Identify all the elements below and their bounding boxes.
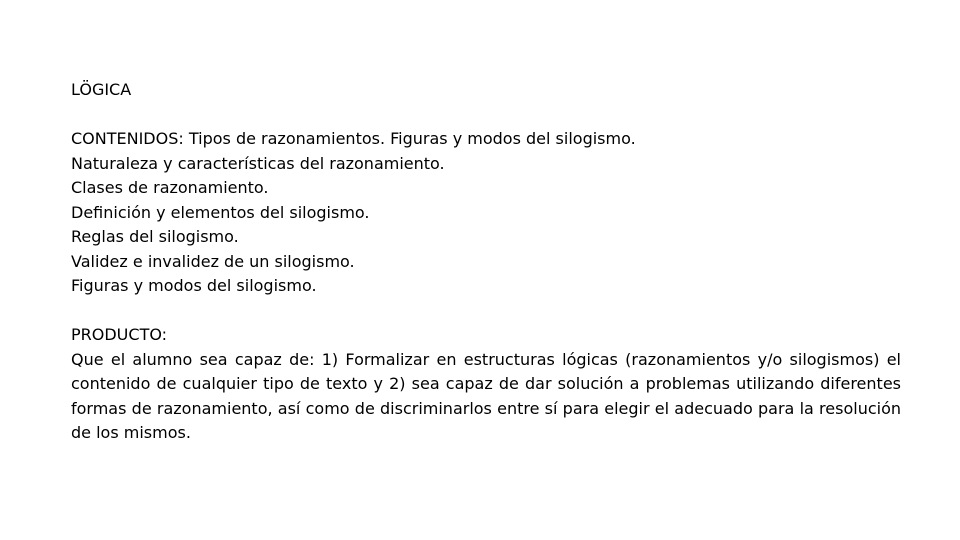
contenidos-item: Definición y elementos del silogismo. [71, 202, 370, 222]
contenidos-item: Naturaleza y características del razonamiento. [71, 153, 445, 173]
slide-title: LÖGICA [71, 80, 132, 99]
contenidos-heading: CONTENIDOS: Tipos de razonamientos. Figuras y modos del silogismo. [71, 129, 636, 148]
contenidos-item: Clases de razonamiento. [71, 178, 269, 197]
producto-paragraph: Que el alumno sea capaz de: 1) Formalizar en estructuras lógicas (razonamientos y/o silogismos) el contenido de cualquier tipo de texto y 2) sea capaz de dar solución a problemas utilizando diferentes formas de razonamiento, así como de discriminarlos entre sí para elegir el adecuado para la resolución de los mismos. [71, 349, 901, 442]
slide-content [71, 78, 901, 446]
contenidos-item: Reglas del silogismo. [71, 227, 239, 246]
contenidos-item: Validez e invalidez de un silogismo. [71, 251, 355, 271]
spacer [71, 103, 901, 128]
contenidos-item: Figuras y modos del silogismo. [71, 276, 317, 295]
spacer [71, 299, 901, 324]
producto-heading: PRODUCTO: [71, 325, 168, 344]
